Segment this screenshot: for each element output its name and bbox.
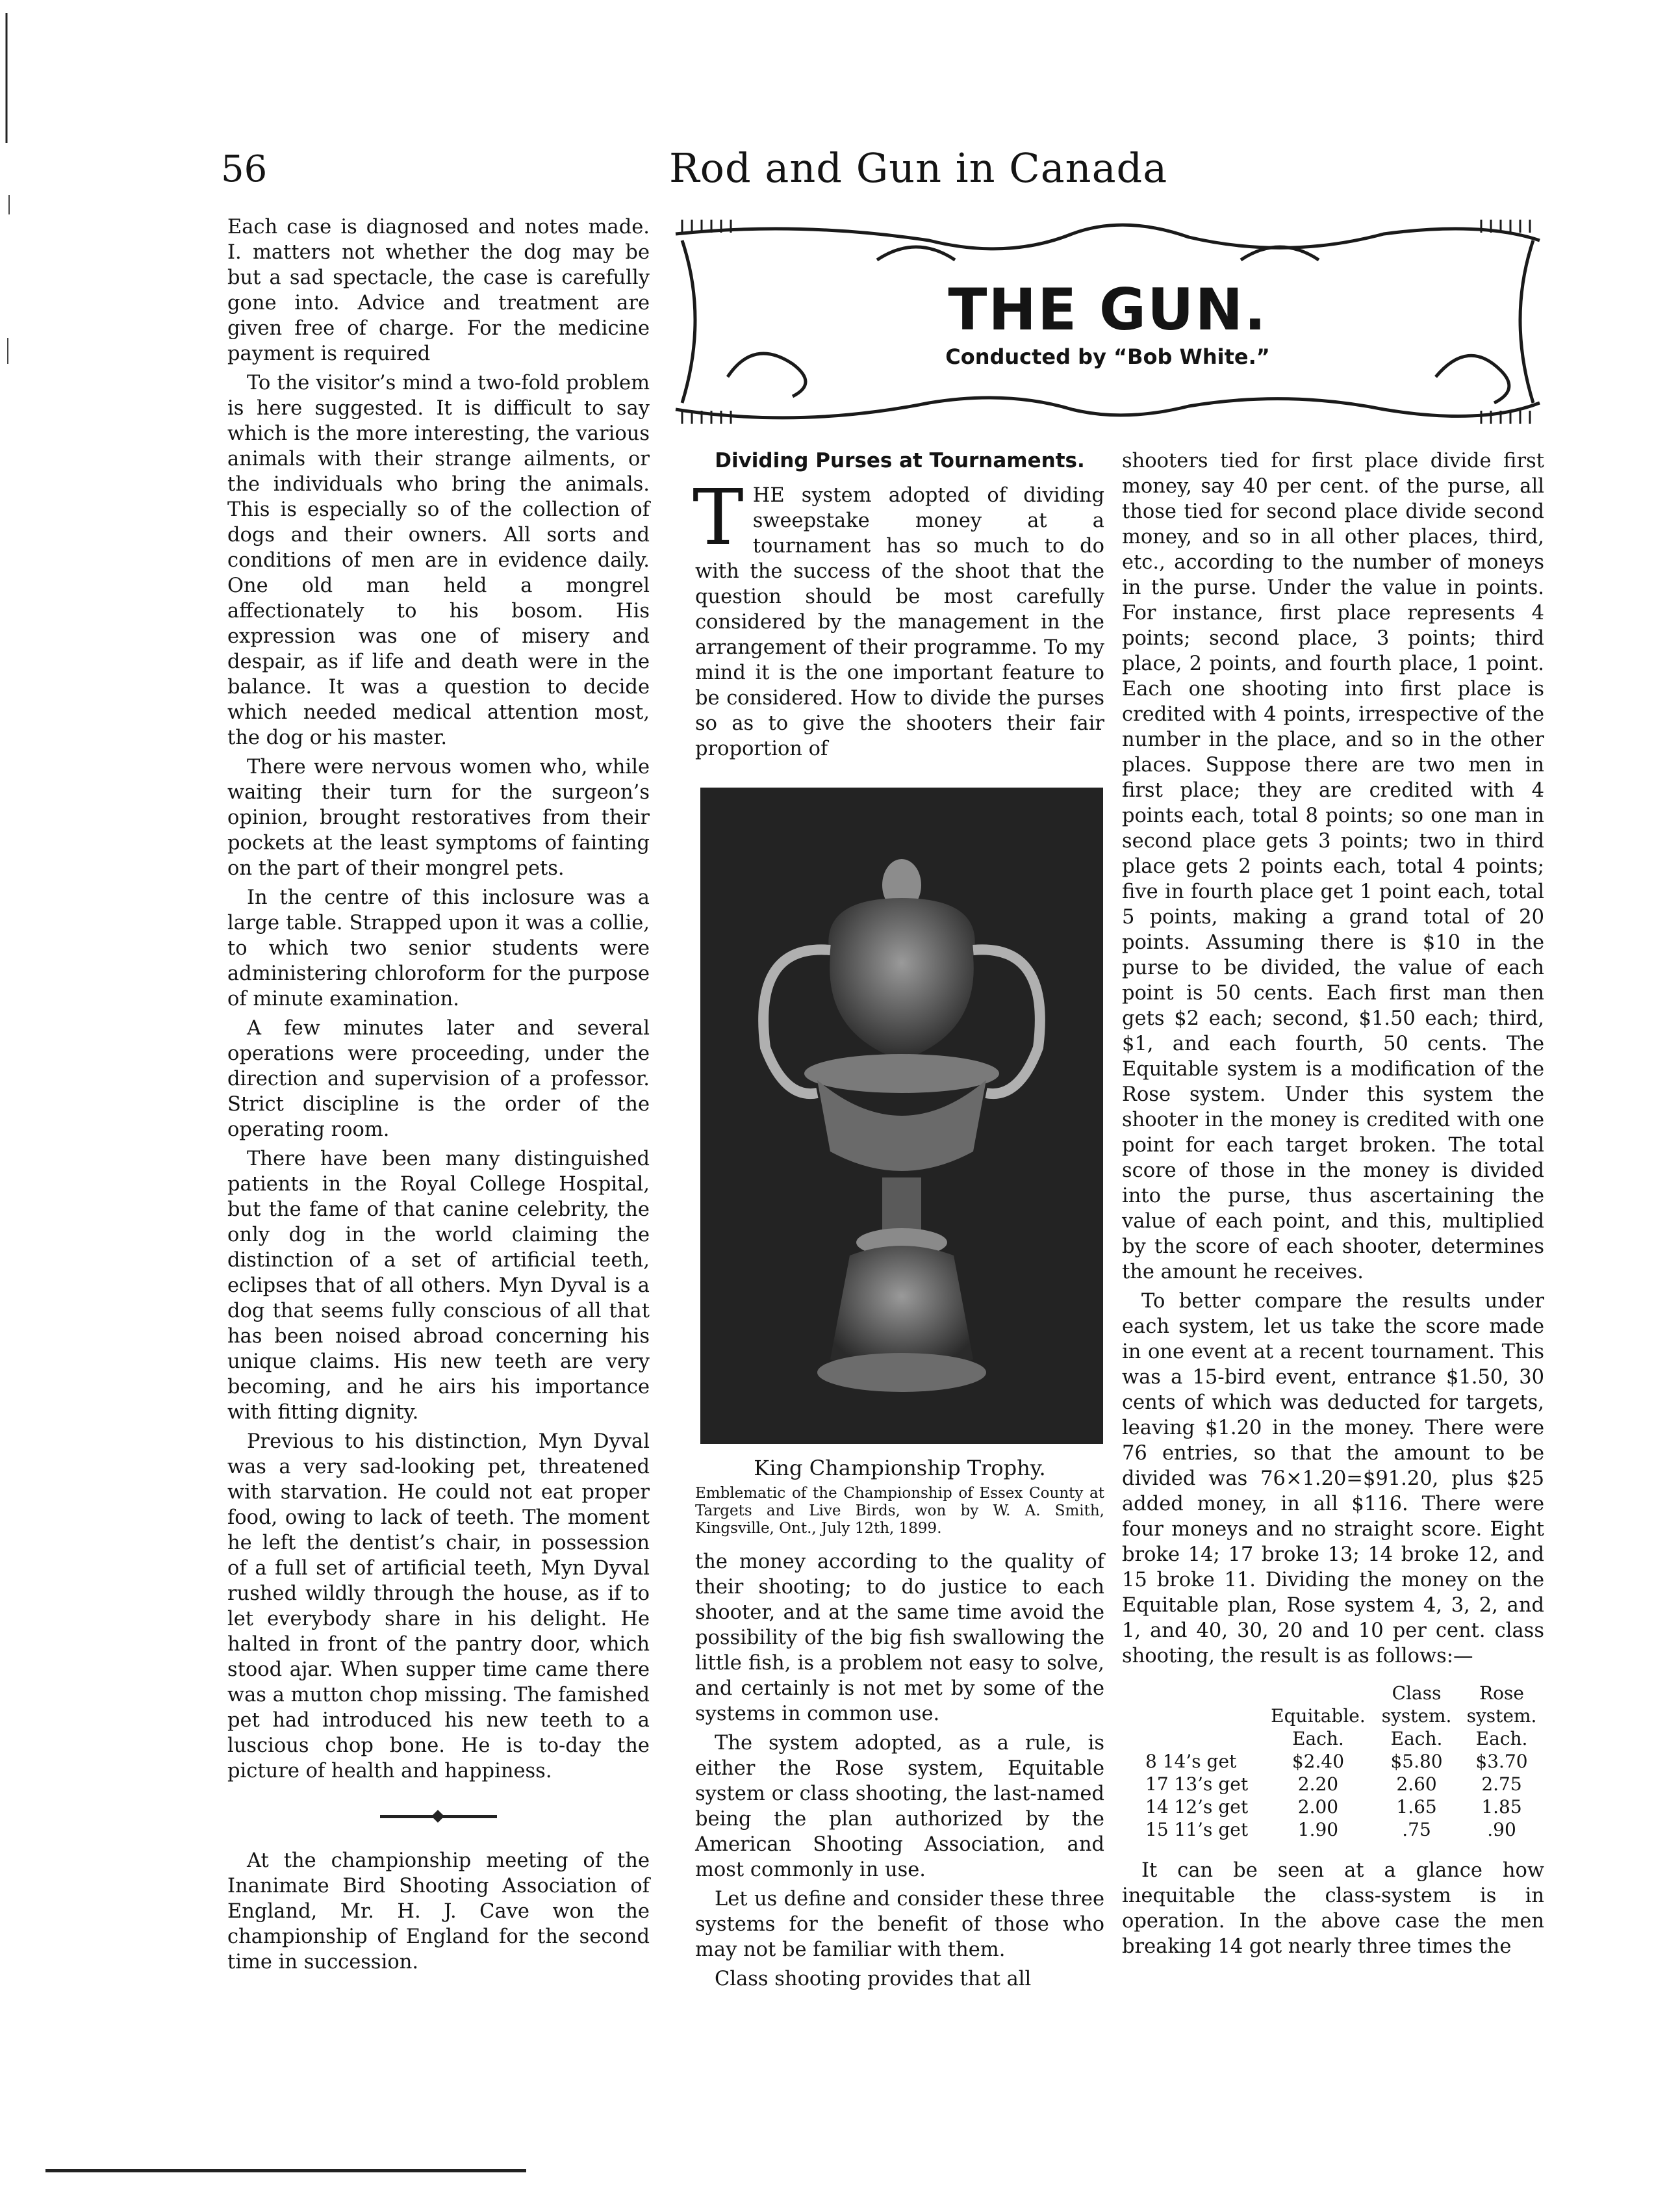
- section-byline: Conducted by “Bob White.”: [945, 344, 1270, 369]
- drop-cap: T: [693, 472, 744, 562]
- cell-equitable: 2.00: [1297, 1796, 1339, 1818]
- page-number: 56: [221, 148, 268, 190]
- lead-paragraph: [693, 472, 1104, 762]
- row-label: 15 11’s get: [1145, 1819, 1249, 1840]
- cell-rose: $3.70: [1475, 1751, 1528, 1772]
- table-header-class: Class system. Each.: [1381, 1682, 1452, 1749]
- table-header-rose: Rose system. Each.: [1466, 1682, 1537, 1749]
- section-title: THE GUN.: [948, 276, 1267, 343]
- paragraph: In the centre of this inclosure was a large table. Strapped upon it was a collie, to which two senior students were administering chloroform for the purpose of minute examination.: [227, 886, 650, 1010]
- row-label: 17 13’s get: [1145, 1773, 1249, 1795]
- photo-caption-title: King Championship Trophy.: [754, 1456, 1046, 1480]
- section-divider: [380, 1815, 497, 1818]
- cell-rose: 1.85: [1481, 1796, 1522, 1818]
- trophy-photo: [700, 788, 1103, 1444]
- paragraph: Previous to his distinction, Myn Dyval was a very sad-looking pet, threatened with starvation. He could not eat proper food, owing to lack of teeth. The moment he left the dentist’s chair, in possession of a full set of artificial teeth, Myn Dyval rushed wildly through the house, as if to let everybody share in his delight. He halted in front of the pantry door, which stood ajar. When supper time came there was a mutton chop missing. The famished pet had introduced his new teeth to a luscious chop bone. He is to-day the picture of health and happiness.: [227, 1430, 650, 1782]
- paragraph: There have been many distinguished patients in the Royal College Hospital, but the fame of that canine celebrity, the only dog in the world claiming the distinction of a set of artificial teeth, eclipses that of all others. Myn Dyval is a dog that seems fully conscious of all that has been noised abroad concerning his unique claims. His new teeth are very becoming, and he airs his importance with fitting dignity.: [227, 1148, 650, 1424]
- cell-equitable: 2.20: [1297, 1773, 1339, 1795]
- table-row: [1141, 1773, 1544, 1795]
- cell-equitable: $2.40: [1291, 1751, 1345, 1772]
- table-header-label: [1141, 1682, 1262, 1750]
- cell-equitable: 1.90: [1297, 1819, 1339, 1840]
- lead-text: HE system adopted of dividing sweepstake money at a tournament has so much to do with the success of the shoot that the question should be most carefully considered by the management in the arrangement of their programme. To my mind it is the one important feature to be considered. How to divide the purses so as to give the shooters their fair proportion of: [695, 484, 1104, 760]
- column-3: [1122, 448, 1544, 1963]
- table-header-row: [1141, 1682, 1544, 1750]
- table-row: [1141, 1795, 1544, 1818]
- cell-class: 2.60: [1396, 1773, 1437, 1795]
- paragraph: At the championship meeting of the Inanimate Bird Shooting Association of England, Mr. H. J. Cave won the championship of England for the second time in succession.: [227, 1849, 650, 1974]
- paragraph: To better compare the results under each system, let us take the score made in one event at a recent tournament. This was a 15-bird event, entrance $1.50, 30 cents of which was deducted for targets, leaving $1.20 in the money. There were 76 entries, so that the amount to be divided was 76×1.20=$91.20, plus $25 added money, in all $116. There were four moneys and no straight score. Eight broke 14; 17 broke 13; 14 broke 12, and 15 broke 11. Dividing the money on the Equitable plan, Rose system 4, 3, 2, and 1, and 40, 30, 20 and 10 per cent. class shooting, the result is as follows:—: [1122, 1290, 1544, 1667]
- table-row: [1141, 1818, 1544, 1841]
- scan-margin-marks: [0, 0, 26, 2209]
- cell-rose: 2.75: [1481, 1773, 1522, 1795]
- column-1: [227, 214, 650, 1979]
- paragraph: To the visitor’s mind a two-fold problem is here suggested. It is difficult to say which is the more interesting, the various animals with their strange ailments, or the individuals who bring the animals. This is especially so of the collection of dogs and their owners. All sorts and conditions of men are in evidence daily. One old man held a mongrel affectionately to his bosom. His expression was one of misery and despair, as if life and death were in the balance. It was a question to decide which needed medical attention most, the dog or his master.: [227, 372, 650, 749]
- paragraph: The system adopted, as a rule, is either the Rose system, Equitable system or class shooting, the last-named being the plan authorized by the American Shooting Association, and most commonly in use.: [695, 1732, 1104, 1881]
- paragraph: There were nervous women who, while waiting their turn for the surgeon’s opinion, brought restoratives from their pockets at the least symptoms of fainting on the part of their mongrel pets.: [227, 756, 650, 880]
- results-table: [1141, 1682, 1544, 1841]
- running-head: Rod and Gun in Canada: [669, 144, 1168, 192]
- paragraph: Let us define and consider these three systems for the benefit of those who may not be familiar with them.: [695, 1888, 1104, 1961]
- article-title: Dividing Purses at Tournaments.: [715, 449, 1085, 472]
- table-row: [1141, 1750, 1544, 1773]
- row-label: 8 14’s get: [1145, 1751, 1237, 1772]
- cell-class: .75: [1402, 1819, 1431, 1840]
- paragraph: the money according to the quality of their shooting; to do justice to each shooter, and at the same time avoid the possibility of the big fish swallowing the little fish, is a problem not easy to solve, and certainly is not met by some of the systems in common use.: [695, 1550, 1104, 1725]
- paragraph: Each case is diagnosed and notes made. I. matters not whether the dog may be but a sad spectacle, the case is carefully gone into. Advice and treatment are given free of charge. For the medicine payment is required: [227, 216, 650, 365]
- photo-caption-text: Emblematic of the Championship of Essex County at Targets and Live Birds, won by W. A. Smith, Kingsville, Ont., July 12th, 1899.: [695, 1485, 1104, 1537]
- paragraph: Class shooting provides that all: [715, 1968, 1032, 1990]
- paragraph: shooters tied for first place divide first money, say 40 per cent. of the purse, all those tied for second place divide second money, and so in all other places, third, etc., according to the number of moneys in the purse. Under the value in points. For instance, first place represents 4 points; second place, 3 points; third place, 2 points, and fourth place, 1 point. Each one shooting into first place is credited with 4 points, irrespective of the number in the place, and so in the other places. Suppose there are two men in first place; they are credited with 4 points each, total 8 points; so one man in second place gets 3 points; two in third place gets 2 points each, total 4 points; five in fourth place get 1 point each, total 5 points, making a grand total of 20 points. Assuming there is $10 in the purse to be divided, the value of each point is 50 cents. Each first man then gets $2 each; second, $1.50 each; third, $1, and each fourth, 50 cents. The Equitable system is a modification of the Rose system. Under this system the shooter in the money is credited with one point for each target broken. The total score of those in the money is divided into the purse, thus ascertaining the value of each point, and this, multiplied by the score of each shooter, determines the amount he receives.: [1122, 450, 1544, 1283]
- gun-section-header: [669, 214, 1546, 429]
- trophy-cup-icon: [700, 788, 1103, 1444]
- cell-class: $5.80: [1390, 1751, 1443, 1772]
- row-label: 14 12’s get: [1145, 1796, 1249, 1818]
- column-2: [695, 448, 1104, 1996]
- table-header-equitable: Equitable. Each.: [1271, 1705, 1366, 1749]
- cell-class: 1.65: [1396, 1796, 1437, 1818]
- paragraph: A few minutes later and several operations were proceeding, under the direction and supervision of a professor. Strict discipline is the order of the operating room.: [227, 1017, 650, 1141]
- paragraph: It can be seen at a glance how inequitable the class-system is in operation. In the above case the men breaking 14 got nearly three times the: [1122, 1859, 1544, 1958]
- cell-rose: .90: [1487, 1819, 1516, 1840]
- bottom-rule: [45, 2169, 526, 2172]
